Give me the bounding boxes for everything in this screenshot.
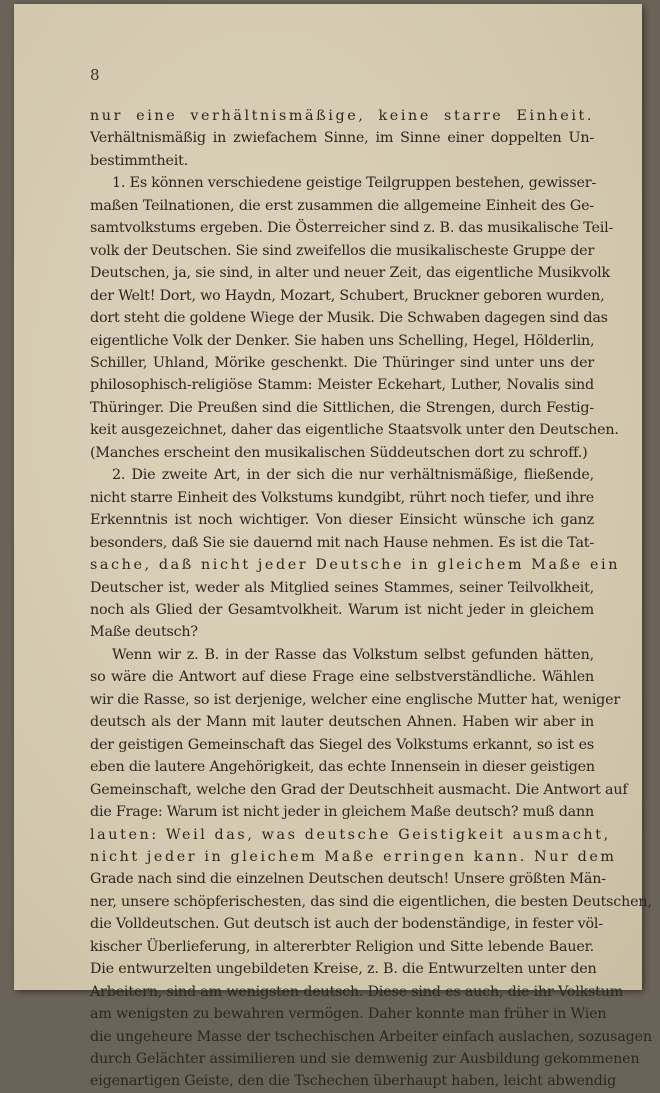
text-line: Thüringer. Die Preußen sind die Sittlichen, die Strengen, durch Festig- bbox=[90, 399, 594, 416]
text-line: die Frage: Warum ist nicht jeder in gleichem Maße deutsch? muß dann bbox=[90, 804, 594, 821]
text-line: die Volldeutschen. Gut deutsch ist auch der bodenständige, in fester völ- bbox=[90, 916, 603, 933]
text-line: (Manches erscheint den musikalischen Süddeutschen dort zu schroff.) bbox=[90, 444, 588, 461]
text-line: dort steht die goldene Wiege der Musik. Die Schwaben dagegen sind das bbox=[90, 310, 608, 327]
text-line: nicht starre Einheit des Volkstums kundgibt, rührt noch tiefer, und ihre bbox=[90, 489, 594, 506]
text-line: Schiller, Uhland, Mörike geschenkt. Die Thüringer sind unter uns der bbox=[90, 354, 594, 371]
text-line: eigentliche Volk der Denker. Sie haben uns Schelling, Hegel, Hölderlin, bbox=[90, 332, 595, 349]
text-line: Wenn wir z. B. in der Rasse das Volkstum selbst gefunden hätten, bbox=[112, 646, 594, 663]
text-line: Die entwurzelten ungebildeten Kreise, z. B. die Entwurzelten unter den bbox=[90, 961, 597, 978]
text-line: eben die lautere Angehörigkeit, das echte Innensein in dieser geistigen bbox=[90, 759, 595, 776]
text-line: lauten: Weil das, was deutsche Geistigkeit ausmacht, bbox=[90, 826, 611, 843]
text-line: Deutschen, ja, sie sind, in alter und neuer Zeit, das eigentliche Musikvolk bbox=[90, 265, 611, 282]
page-number: 8 bbox=[90, 66, 100, 84]
text-line: bestimmtheit. bbox=[90, 152, 189, 169]
body-text bbox=[90, 105, 652, 1093]
text-line: der geistigen Gemeinschaft das Siegel des Volkstums erkannt, so ist es bbox=[90, 736, 594, 753]
text-line: Verhältnismäßig in zwiefachem Sinne, im Sinne einer doppelten Un- bbox=[90, 130, 594, 147]
text-line: 2. Die zweite Art, in der sich die nur verhältnismäßige, fließende, bbox=[112, 467, 594, 484]
text-line: besonders, daß Sie sie dauernd mit nach Hause nehmen. Es ist die Tat- bbox=[90, 534, 594, 551]
text-line: keit ausgezeichnet, daher das eigentliche Staatsvolk unter den Deutschen. bbox=[90, 422, 619, 439]
text-line: 1. Es können verschiedene geistige Teilgruppen bestehen, gewisser- bbox=[112, 175, 597, 192]
text-line: eigenartigen Geiste, den die Tschechen überhaupt haben, leicht abwendig bbox=[90, 1073, 617, 1090]
text-line: Maße deutsch? bbox=[90, 624, 198, 641]
text-line: so wäre die Antwort auf diese Frage eine selbstverständliche. Wählen bbox=[90, 669, 594, 686]
text-line: Erkenntnis ist noch wichtiger. Von dieser Einsicht wünsche ich ganz bbox=[90, 512, 594, 529]
text-line: ner, unsere schöpferischesten, das sind die eigentlichen, die besten Deutschen, bbox=[90, 893, 652, 910]
text-line: nur eine verhältnismäßige, keine starre Einheit. bbox=[90, 108, 594, 124]
text-line: die ungeheure Masse der tschechischen Arbeiter einfach auslachen, sozusagen bbox=[90, 1028, 652, 1045]
text-line: noch als Glied der Gesamtvolkheit. Warum ist nicht jeder in gleichem bbox=[90, 601, 594, 618]
text-line: kischer Überlieferung, in altererbter Religion und Sitte lebende Bauer. bbox=[90, 938, 594, 955]
text-line: Grade nach sind die einzelnen Deutschen deutsch! Unsere größten Män- bbox=[90, 871, 606, 888]
text-line: am wenigsten zu bewahren vermögen. Daher konnte man früher in Wien bbox=[90, 1006, 607, 1023]
text-line: volk der Deutschen. Sie sind zweifellos die musikalischeste Gruppe der bbox=[90, 242, 595, 259]
text-line: Arbeitern, sind am wenigsten deutsch. Diese sind es auch, die ihr Volkstum bbox=[90, 983, 624, 1000]
text-line: deutsch als der Mann mit lauter deutschen Ahnen. Haben wir aber in bbox=[90, 714, 594, 731]
text-line: Deutscher ist, weder als Mitglied seines Stammes, seiner Teilvolkheit, bbox=[90, 579, 594, 596]
text-line: sache, daß nicht jeder Deutsche in gleichem Maße ein bbox=[90, 557, 621, 574]
text-line: maßen Teilnationen, die erst zusammen die allgemeine Einheit des Ge- bbox=[90, 197, 594, 214]
text-line: der Welt! Dort, wo Haydn, Mozart, Schubert, Bruckner geboren wurden, bbox=[90, 287, 605, 304]
text-line: wir die Rasse, so ist derjenige, welcher eine englische Mutter hat, weniger bbox=[90, 691, 621, 708]
text-line: philosophisch-religiöse Stamm: Meister Eckehart, Luther, Novalis sind bbox=[90, 377, 594, 394]
text-line: samtvolkstums ergeben. Die Österreicher sind z. B. das musikalische Teil- bbox=[90, 220, 614, 237]
document-page bbox=[14, 4, 652, 1090]
text-line: Gemeinschaft, welche den Grad der Deutschheit ausmacht. Die Antwort auf bbox=[90, 781, 628, 798]
text-line: nicht jeder in gleichem Maße erringen kann. Nur dem bbox=[90, 848, 617, 865]
text-line: durch Gelächter assimilieren und sie demwenig zur Ausbildung gekommenen bbox=[90, 1051, 640, 1068]
